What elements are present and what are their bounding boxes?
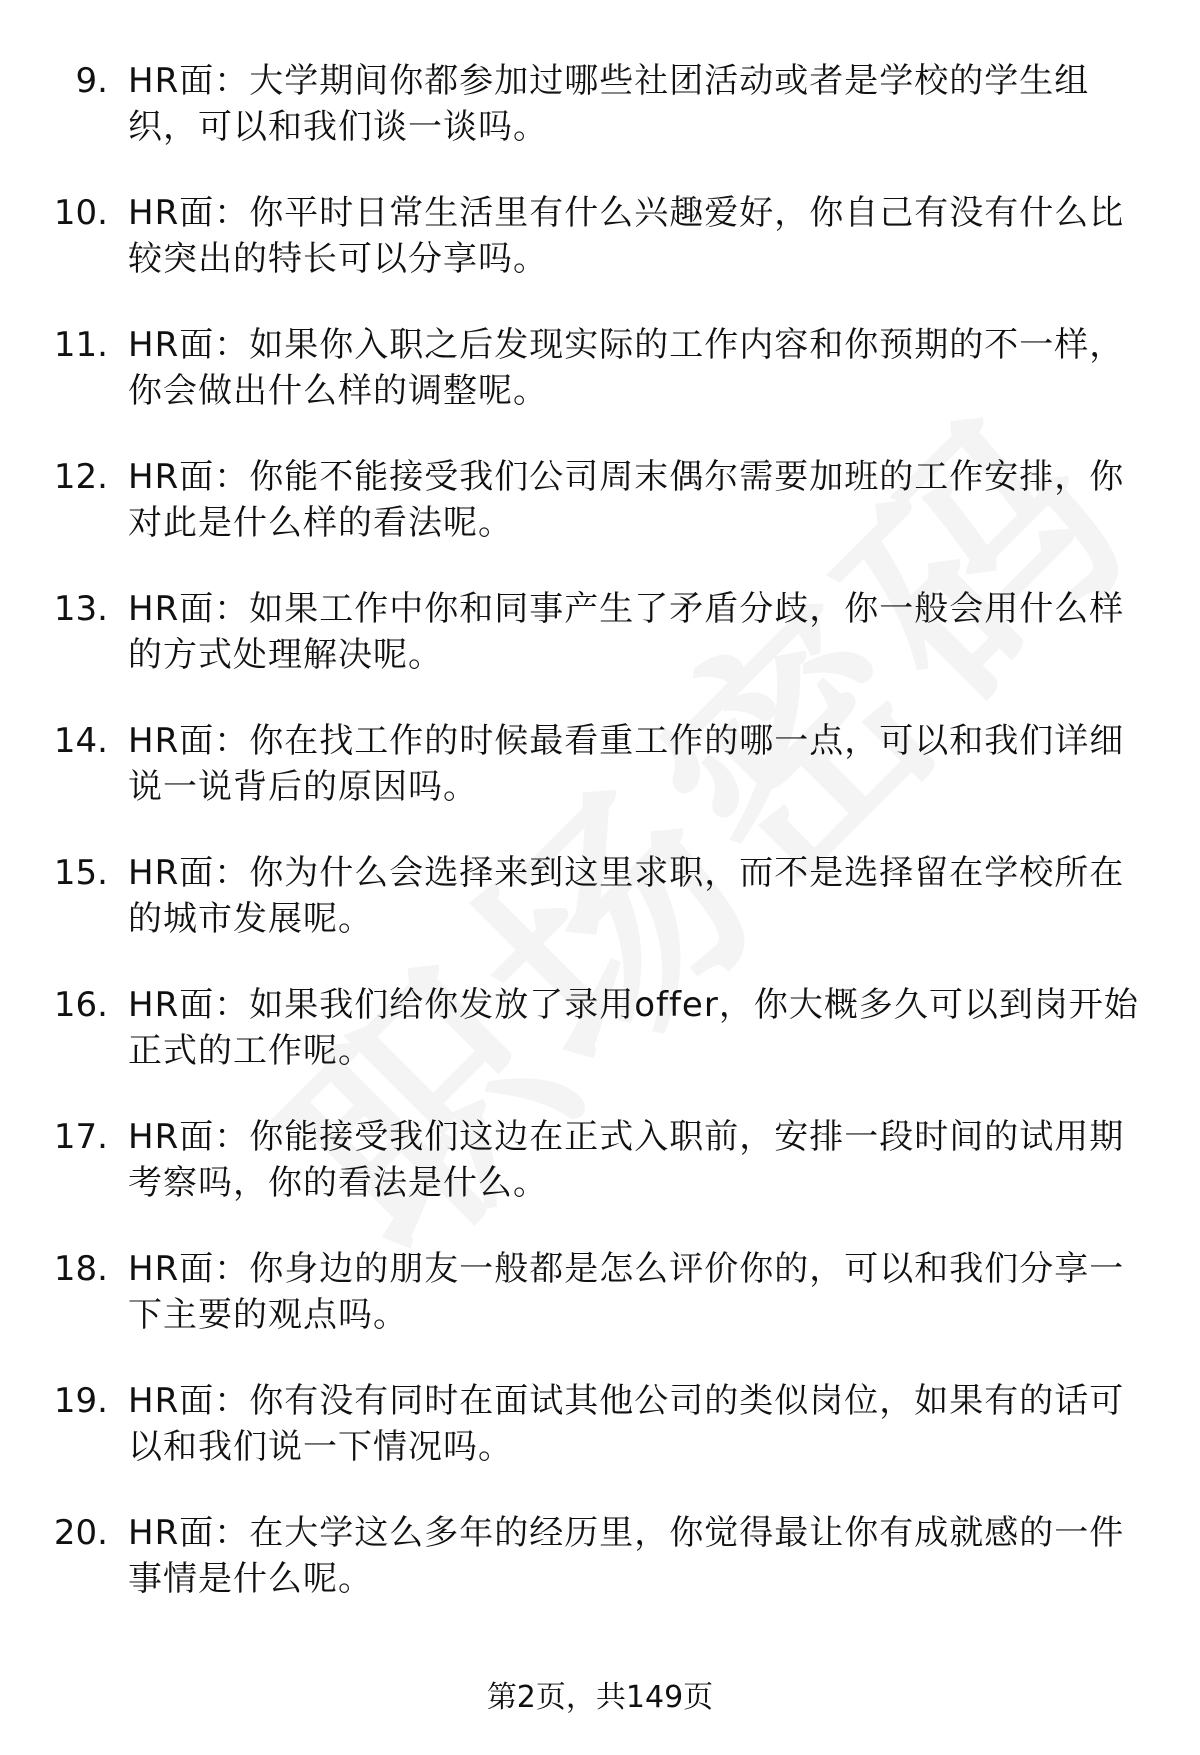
page-footer: 第2页，共149页 xyxy=(486,1680,714,1715)
item-text: HR面：大学期间你都参加过哪些社团活动或者是学校的学生组织，可以和我们谈一谈吗。 xyxy=(128,61,1090,147)
item-text: HR面：如果你入职之后发现实际的工作内容和你预期的不一样，你会做出什么样的调整呢。 xyxy=(128,325,1125,411)
list-item xyxy=(0,1114,1200,1246)
item-number: 9. xyxy=(75,61,108,101)
item-number: 14. xyxy=(53,721,108,761)
item-text: HR面：在大学这么多年的经历里，你觉得最让你有成就感的一件事情是什么呢。 xyxy=(128,1513,1125,1599)
item-number: 17. xyxy=(53,1117,108,1157)
list-item xyxy=(0,850,1200,982)
list-item xyxy=(0,1246,1200,1378)
item-text: HR面：如果工作中你和同事产生了矛盾分歧，你一般会用什么样的方式处理解决呢。 xyxy=(128,589,1125,675)
item-text: HR面：你在找工作的时候最看重工作的哪一点，可以和我们详细说一说背后的原因吗。 xyxy=(128,721,1125,807)
list-item xyxy=(0,982,1200,1114)
list-item xyxy=(0,190,1200,322)
item-number: 19. xyxy=(53,1381,108,1421)
item-text: HR面：你为什么会选择来到这里求职，而不是选择留在学校所在的城市发展呢。 xyxy=(128,853,1125,939)
item-text: HR面：你能不能接受我们公司周末偶尔需要加班的工作安排，你对此是什么样的看法呢。 xyxy=(128,457,1125,543)
list-item xyxy=(0,322,1200,454)
list-item xyxy=(0,1510,1200,1642)
item-number: 15. xyxy=(53,853,108,893)
list-item xyxy=(0,586,1200,718)
item-text: HR面：你身边的朋友一般都是怎么评价你的，可以和我们分享一下主要的观点吗。 xyxy=(128,1249,1125,1335)
item-text: HR面：你能接受我们这边在正式入职前，安排一段时间的试用期考察吗，你的看法是什么。 xyxy=(128,1117,1125,1203)
item-number: 13. xyxy=(53,589,108,629)
item-number: 12. xyxy=(53,457,108,497)
item-number: 10. xyxy=(53,193,108,233)
list-item xyxy=(0,454,1200,586)
list-item xyxy=(0,718,1200,850)
item-text: HR面：如果我们给你发放了录用offer，你大概多久可以到岗开始正式的工作呢。 xyxy=(128,985,1139,1071)
item-number: 18. xyxy=(53,1249,108,1289)
list-item xyxy=(0,58,1200,190)
item-text: HR面：你平时日常生活里有什么兴趣爱好，你自己有没有什么比较突出的特长可以分享吗。 xyxy=(128,193,1125,279)
item-number: 20. xyxy=(53,1513,108,1553)
item-text: HR面：你有没有同时在面试其他公司的类似岗位，如果有的话可以和我们说一下情况吗。 xyxy=(128,1381,1125,1467)
item-number: 11. xyxy=(53,325,108,365)
question-list xyxy=(0,58,1200,1642)
list-item xyxy=(0,1378,1200,1510)
item-number: 16. xyxy=(53,985,108,1025)
